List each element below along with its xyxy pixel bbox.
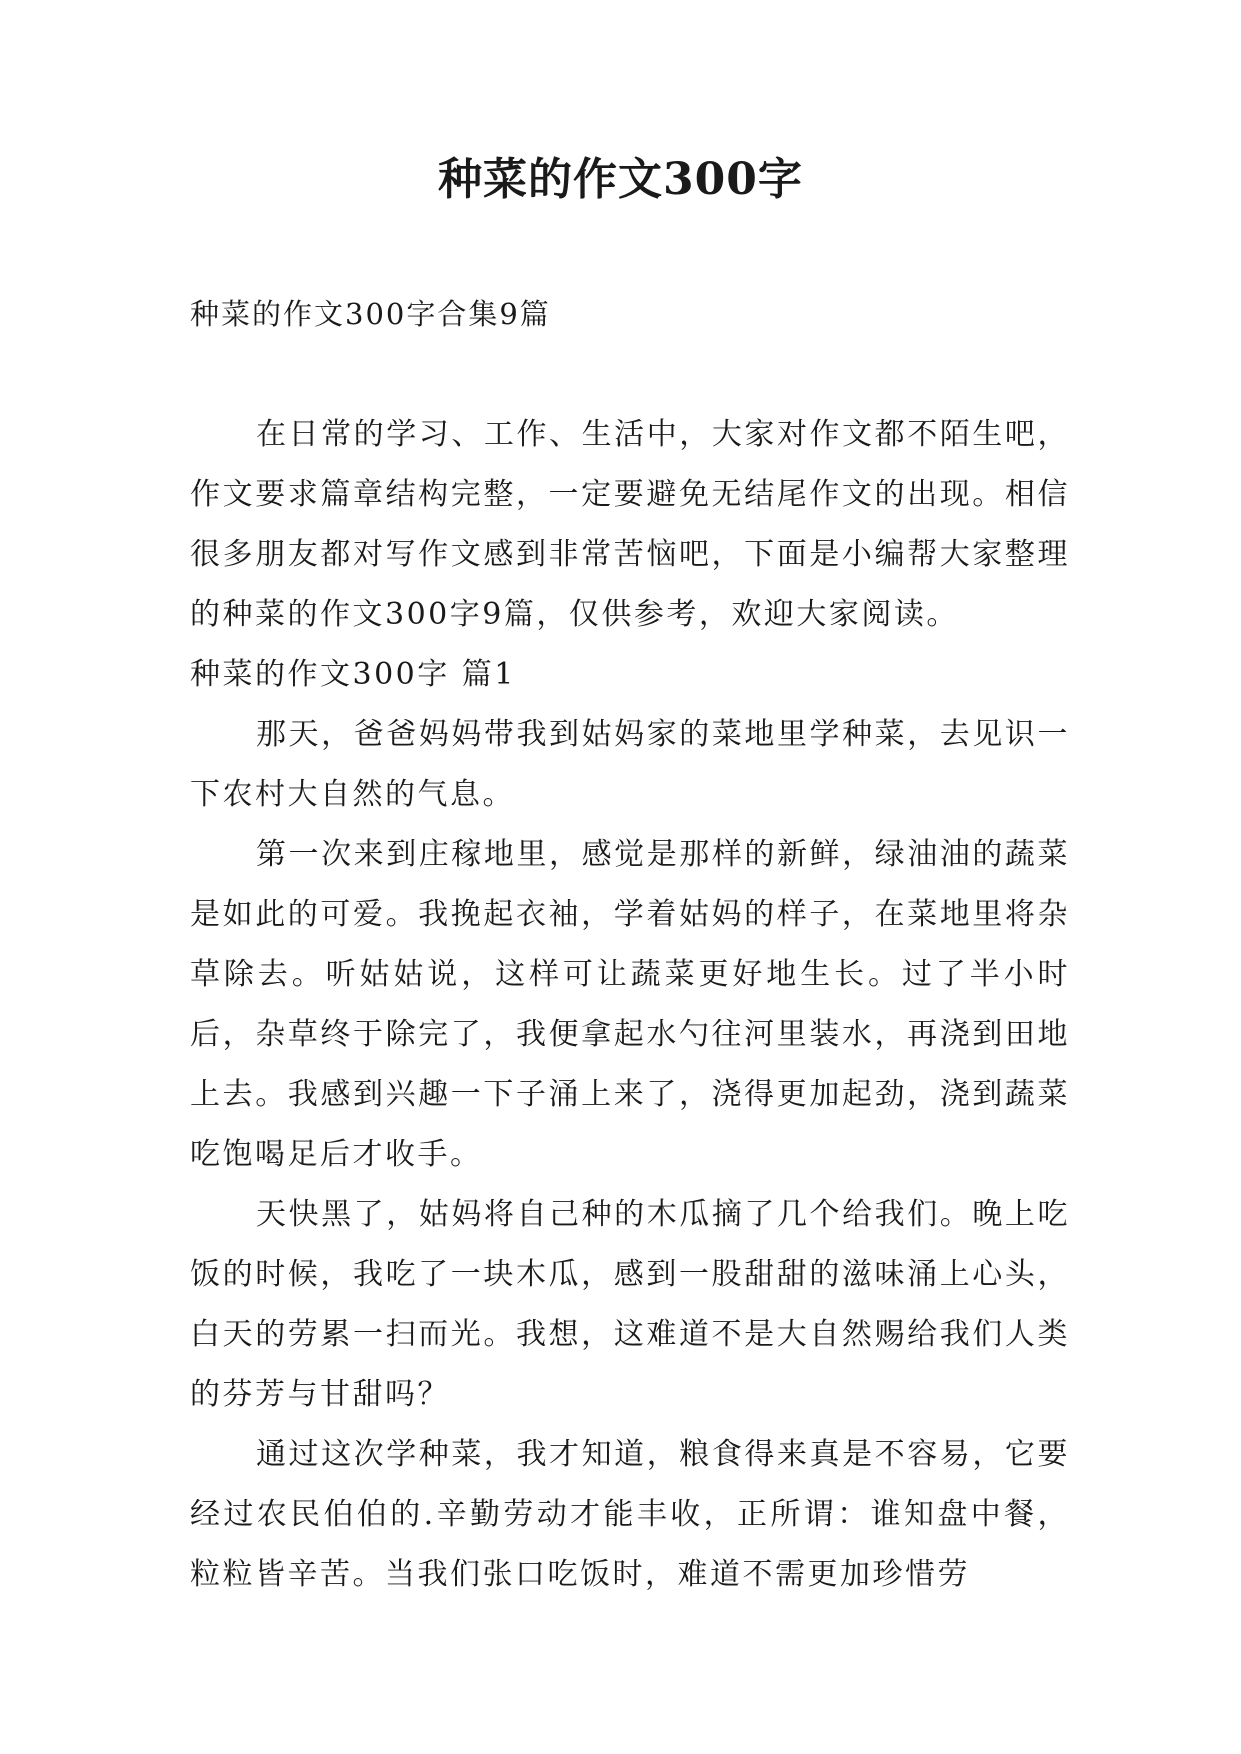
section-paragraph: 那天，爸爸妈妈带我到姑妈家的菜地里学种菜，去见识一下农村大自然的气息。 [190,717,1070,812]
document-body [190,405,1070,1605]
document-subtitle: 种菜的作文300字合集9篇 [190,297,551,331]
section-paragraph: 通过这次学种菜，我才知道，粮食得来真是不容易，它要经过农民伯伯的.辛勤劳动才能丰收，正所谓：谁知盘中餐，粒粒皆辛苦。当我们张口吃饭时，难道不需更加珍惜劳 [190,1437,1070,1592]
section-paragraph: 第一次来到庄稼地里，感觉是那样的新鲜，绿油油的蔬菜是如此的可爱。我挽起衣袖，学着姑妈的样子，在菜地里将杂草除去。听姑姑说，这样可让蔬菜更好地生长。过了半小时后，杂草终于除完了，我便拿起水勺往河里装水，再浇到田地上去。我感到兴趣一下子涌上来了，浇得更加起劲，浇到蔬菜吃饱喝足后才收手。 [190,837,1070,1172]
document-title: 种菜的作文300字 [438,154,803,205]
section-paragraph: 天快黑了，姑妈将自己种的木瓜摘了几个给我们。晚上吃饭的时候，我吃了一块木瓜，感到一股甜甜的滋味涌上心头，白天的劳累一扫而光。我想，这难道不是大自然赐给我们人类的芬芳与甘甜吗？ [190,1197,1070,1412]
section-heading: 种菜的作文300字 篇1 [190,657,516,692]
intro-paragraph: 在日常的学习、工作、生活中，大家对作文都不陌生吧，作文要求篇章结构完整，一定要避免无结尾作文的出现。相信很多朋友都对写作文感到非常苦恼吧，下面是小编帮大家整理的种菜的作文300字9篇，仅供参考，欢迎大家阅读。 [190,417,1070,632]
